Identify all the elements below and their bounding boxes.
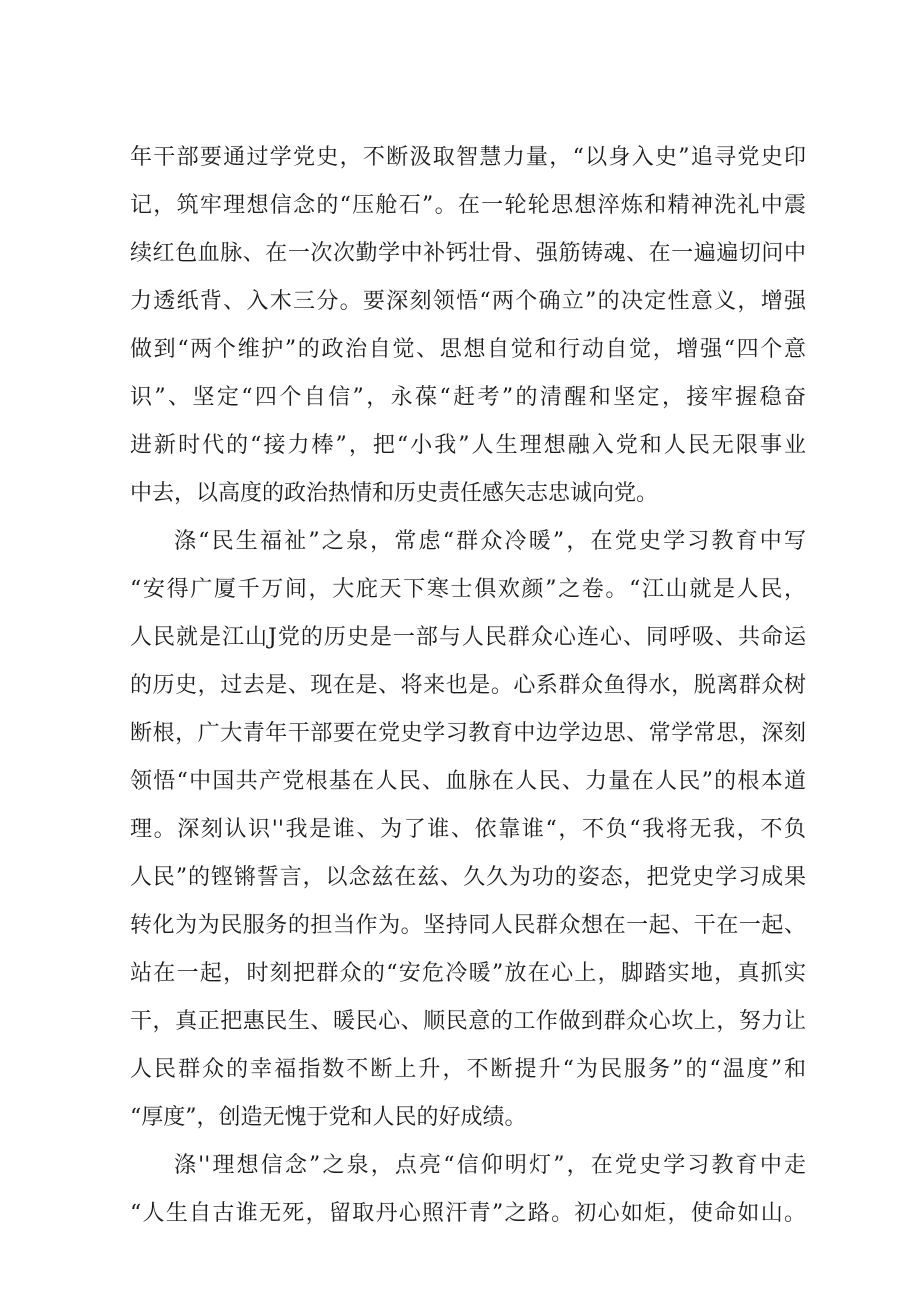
text-line: 人民”的铿锵誓言，以念兹在兹、久久为功的姿态，把党史学习成果 [130,865,806,890]
text-line: 的历史，过去是、现在是、将来也是。心系群众鱼得水，脱离群众树 [130,673,806,698]
text-line: 人民群众的幸福指数不断上升，不断提升“为民服务”的“温度”和 [130,1057,806,1082]
text-line: 断根，广大青年干部要在党史学习教育中边学边思、常学常思，深刻 [130,721,806,746]
paragraph-start-line: 涤''理想信念”之泉，点亮“信仰明灯”，在党史学习教育中走 [174,1153,806,1178]
text-line: 进新时代的“接力棒”，把“小我”人生理想融入党和人民无限事业 [130,433,806,458]
text-line: “安得广厦千万间，大庇天下寒士俱欢颜”之卷。“江山就是人民， [130,577,806,602]
text-line: 干，真正把惠民生、暖民心、顺民意的工作做到群众心坎上，努力让 [130,1009,806,1034]
text-line: 站在一起，时刻把群众的“安危冷暖”放在心上，脚踏实地，真抓实 [130,961,806,986]
text-line: 转化为为民服务的担当作为。坚持同人民群众想在一起、干在一起、 [130,913,806,938]
text-line: “人生自古谁无死，留取丹心照汗青”之路。初心如炬，使命如山。 [130,1201,806,1226]
text-line: 中去，以高度的政治热情和历史责任感矢志忠诚向党。 [130,481,659,506]
text-line: “厚度”，创造无愧于党和人民的好成绩。 [130,1105,527,1130]
text-line: 年干部要通过学党史，不断汲取智慧力量，“以身入史”追寻党史印 [130,145,806,170]
paragraph-start-line: 涤“民生福祉”之泉，常虑“群众冷暖”，在党史学习教育中写 [174,529,806,554]
text-line: 力透纸背、入木三分。要深刻领悟“两个确立”的决定性意义，增强 [130,289,806,314]
text-line: 记，筑牢理想信念的“压舱石”。在一轮轮思想淬炼和精神洗礼中震 [130,193,806,218]
text-line: 识”、坚定“四个自信”，永葆“赶考”的清醒和坚定，接牢握稳奋 [130,385,806,410]
text-line: 人民就是江山J党的历史是一部与人民群众心连心、同呼吸、共命运 [130,625,806,650]
text-line: 续红色血脉、在一次次勤学中补钙壮骨、强筋铸魂、在一遍遍切问中 [130,241,806,266]
text-line: 理。深刻认识''我是谁、为了谁、依靠谁“，不负“我将无我，不负 [130,817,806,842]
text-line: 领悟“中国共产党根基在人民、血脉在人民、力量在人民”的根本道 [130,769,806,794]
text-line: 做到“两个维护”的政治自觉、思想自觉和行动自觉，增强“四个意 [130,337,806,362]
